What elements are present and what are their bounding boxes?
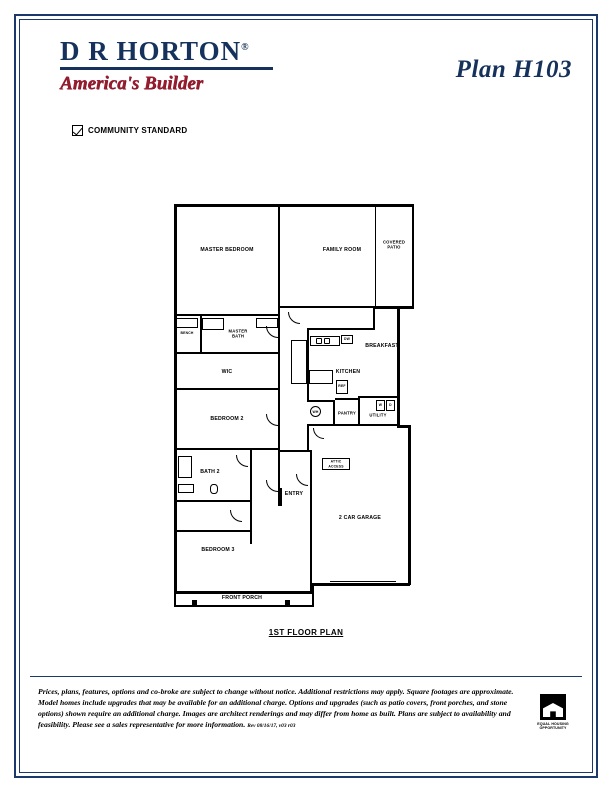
wall-breakfast-right-upper (373, 308, 375, 330)
floor-plan-drawing (170, 200, 442, 600)
bath2-toilet (210, 484, 218, 494)
door-swing-hall (266, 480, 278, 492)
wall-family-kitchen (307, 328, 309, 368)
wall-right-garage (408, 425, 411, 585)
wall-utility-top (358, 396, 399, 398)
footer-divider (30, 676, 582, 677)
cooktop-burner-1 (316, 338, 322, 344)
room-label-washer: W (378, 403, 383, 407)
wall-patio-left (375, 204, 376, 308)
wall-pantry-left (333, 400, 335, 426)
cooktop-burner-2 (324, 338, 330, 344)
revision-text: Rev 08/16/17, v03 r03 (247, 723, 296, 730)
wall-bottom-main (174, 591, 314, 594)
door-swing-bath2 (236, 455, 248, 467)
wall-family-bottom (280, 306, 375, 308)
wall-right-patio (412, 204, 415, 308)
wall-garage-bottom (312, 583, 410, 586)
room-label-entry: ENTRY (284, 491, 304, 497)
room-label-attic-access: ATTIC ACCESS (328, 459, 344, 468)
room-label-bedroom-3: BEDROOM 3 (201, 547, 235, 553)
master-bath-tub (202, 318, 224, 330)
wall-left-upper (174, 204, 177, 316)
room-label-breakfast: BREAKFAST (365, 343, 399, 349)
community-standard-checkbox[interactable] (72, 125, 83, 136)
door-swing-entry (296, 474, 308, 486)
wall-entry-left (280, 488, 282, 506)
wall-master-right (278, 204, 280, 316)
room-label-two-car-garage: 2 CAR GARAGE (338, 515, 382, 521)
equal-housing-opportunity-logo (532, 694, 574, 731)
dr-horton-logo (60, 38, 290, 95)
wall-kitchen-bottom (307, 400, 335, 402)
room-label-dishwasher: DW (343, 337, 351, 341)
header (40, 38, 572, 100)
wall-breakfast-top (307, 328, 375, 330)
registered-trademark-icon: ® (241, 42, 250, 53)
room-label-bedroom-2: BEDROOM 2 (210, 416, 244, 422)
room-label-refrigerator: REF (338, 384, 346, 388)
wall-pantry-top (335, 398, 360, 400)
logo-wordmark-text: D R HORTON (60, 36, 242, 66)
kitchen-sink-counter (309, 370, 333, 384)
bath2-tub (178, 456, 192, 478)
wall-bath2-right (250, 450, 252, 502)
community-standard-label: COMMUNITY STANDARD (88, 126, 188, 135)
wall-entry-right (310, 450, 312, 591)
floor-plan-caption (0, 628, 612, 637)
door-swing-garage (313, 428, 324, 439)
logo-tagline: America's Builder (60, 73, 204, 94)
wall-utility-left (358, 396, 360, 426)
wall-bath2-bottom (174, 500, 252, 502)
floor-plan-caption-text: 1ST FLOOR PLAN (268, 628, 344, 637)
front-porch-right (312, 583, 314, 606)
master-bath-bench (176, 318, 198, 328)
eho-label-line1: EQUAL HOUSING (537, 722, 569, 726)
wall-hall-left (250, 502, 252, 544)
wall-right-mid (397, 306, 400, 426)
porch-post-1 (192, 600, 197, 606)
wall-bed2-bottom (174, 448, 280, 450)
front-porch-left (174, 591, 176, 606)
kitchen-counter (291, 340, 307, 384)
wall-utility-bottom (307, 424, 399, 426)
bath2-vanity (178, 484, 194, 493)
room-label-wic: WIC (221, 369, 233, 375)
garage-door (330, 581, 396, 582)
house-icon (540, 694, 566, 720)
community-standard[interactable] (72, 125, 187, 136)
door-swing-bed3 (230, 510, 242, 522)
room-label-covered-patio: COVERED PATIO (382, 239, 406, 250)
room-label-water-heater: WH (312, 409, 319, 414)
wall-entry-top (280, 450, 312, 452)
room-label-master-bedroom: MASTER BEDROOM (200, 247, 254, 253)
wall-masterbath-bottom (174, 352, 280, 354)
wall-left-lower (174, 316, 177, 594)
room-label-pantry: PANTRY (338, 410, 356, 416)
logo-wordmark (60, 38, 290, 65)
room-label-master-bath: MASTER BATH (228, 328, 248, 339)
wall-master-bottom (174, 314, 280, 316)
room-label-bath-2: BATH 2 (200, 469, 220, 475)
wall-bedwing-right (278, 316, 280, 506)
wall-wic-bottom (174, 388, 280, 390)
legal-disclaimer (38, 686, 518, 731)
eho-label-line2: OPPORTUNITY (539, 726, 567, 731)
room-label-front-porch: FRONT PORCH (221, 595, 263, 601)
room-label-dryer: D (389, 403, 392, 407)
wall-patio-bottom (375, 306, 414, 309)
porch-post-2 (285, 600, 290, 606)
logo-divider (60, 67, 273, 70)
wall-garage-entry-left (307, 426, 309, 450)
door-swing-masterbath (266, 326, 278, 338)
room-label-family-room: FAMILY ROOM (322, 247, 362, 253)
page-title: Plan H103 (455, 56, 572, 83)
room-label-bench: BENCH (180, 331, 194, 335)
wall-top (174, 204, 414, 207)
legal-disclaimer-text: Prices, plans, features, options and co-broke are subject to change without notice. Additional restrictions may apply. Square footages are approximate. Model homes include upgrades that may be available for an additional charge. Options and upgrades (such as patio covers, front porches, and stone options) shown require an additional charge. Images are architect renderings and may differ from home as built. Plans are subject to availability and feasibility. Please see a sales representative for more information. (38, 687, 514, 730)
room-label-utility: UTILITY (369, 412, 387, 418)
door-swing-family (288, 312, 300, 324)
door-swing-bed2 (266, 414, 278, 426)
room-label-kitchen: KITCHEN (335, 369, 361, 375)
wall-bed3-top (174, 530, 252, 532)
